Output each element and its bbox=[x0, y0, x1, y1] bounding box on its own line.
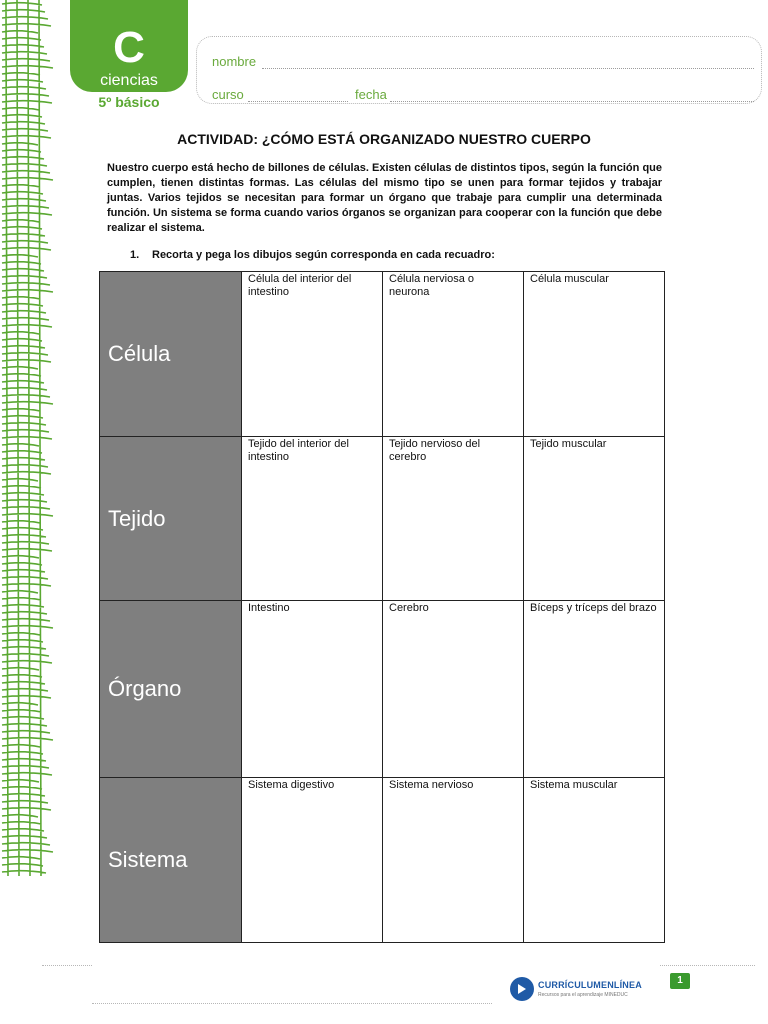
table-cell[interactable]: Tejido del interior del intestino bbox=[242, 437, 383, 601]
instruction bbox=[130, 249, 495, 261]
course-label: curso bbox=[212, 87, 244, 102]
table-cell[interactable]: Sistema digestivo bbox=[242, 778, 383, 943]
table-cell[interactable]: Célula nerviosa o neurona bbox=[383, 272, 524, 437]
table-row bbox=[100, 778, 665, 943]
student-info-box bbox=[196, 36, 762, 104]
instruction-text: Recorta y pega los dibujos según corresponda en cada recuadro: bbox=[152, 249, 495, 261]
table-row bbox=[100, 437, 665, 601]
logo-text: CURRÍCULUMENLÍNEA bbox=[538, 980, 642, 990]
curriculum-logo[interactable] bbox=[510, 976, 650, 1002]
row-header-cell: Célula bbox=[100, 272, 242, 437]
row-header-tissue: Tejido bbox=[100, 437, 242, 601]
organization-table bbox=[99, 271, 665, 943]
badge-letter: C bbox=[113, 23, 145, 72]
table-row bbox=[100, 601, 665, 778]
table-row bbox=[100, 272, 665, 437]
logo-arrow-icon bbox=[510, 977, 534, 1001]
date-line[interactable] bbox=[390, 101, 754, 102]
table-cell[interactable]: Tejido muscular bbox=[524, 437, 665, 601]
table-cell[interactable]: Cerebro bbox=[383, 601, 524, 778]
activity-title: ACTIVIDAD: ¿CÓMO ESTÁ ORGANIZADO NUESTRO CUERPO bbox=[177, 131, 591, 147]
name-line[interactable] bbox=[262, 68, 754, 69]
table-cell[interactable]: Célula muscular bbox=[524, 272, 665, 437]
footer-divider bbox=[92, 1003, 492, 1004]
logo-subtext: Recursos para el aprendizaje MINEDUC bbox=[538, 992, 628, 998]
footer-divider bbox=[660, 965, 755, 966]
table-cell[interactable]: Célula del interior del intestino bbox=[242, 272, 383, 437]
row-header-system: Sistema bbox=[100, 778, 242, 943]
row-header-organ: Órgano bbox=[100, 601, 242, 778]
side-decoration bbox=[0, 0, 60, 880]
subject-badge bbox=[70, 0, 188, 92]
page-number: 1 bbox=[670, 973, 690, 989]
table-cell[interactable]: Sistema muscular bbox=[524, 778, 665, 943]
badge-subject: ciencias bbox=[100, 72, 158, 89]
badge-grade: 5º básico bbox=[98, 94, 160, 110]
instruction-number: 1. bbox=[130, 249, 140, 261]
table-cell[interactable]: Tejido nervioso del cerebro bbox=[383, 437, 524, 601]
footer-divider bbox=[42, 965, 92, 966]
intro-paragraph: Nuestro cuerpo está hecho de billones de células. Existen células de distintos tipos, según la función que cumplen, tienen distintas formas. Las células del mismo tipo se unen para formar tejidos y trabajar juntas. Varios tejidos se necesitan para formar un órgano que trabaje para cumplir una determinada función. Un sistema se forma cuando varios órganos se organizan para cooperar con la función que debe realizar el sistema. bbox=[107, 162, 662, 234]
table-cell[interactable]: Intestino bbox=[242, 601, 383, 778]
date-label: fecha bbox=[355, 87, 387, 102]
course-line[interactable] bbox=[248, 101, 348, 102]
name-label: nombre bbox=[212, 54, 257, 69]
table-cell[interactable]: Sistema nervioso bbox=[383, 778, 524, 943]
table-cell[interactable]: Bíceps y tríceps del brazo bbox=[524, 601, 665, 778]
